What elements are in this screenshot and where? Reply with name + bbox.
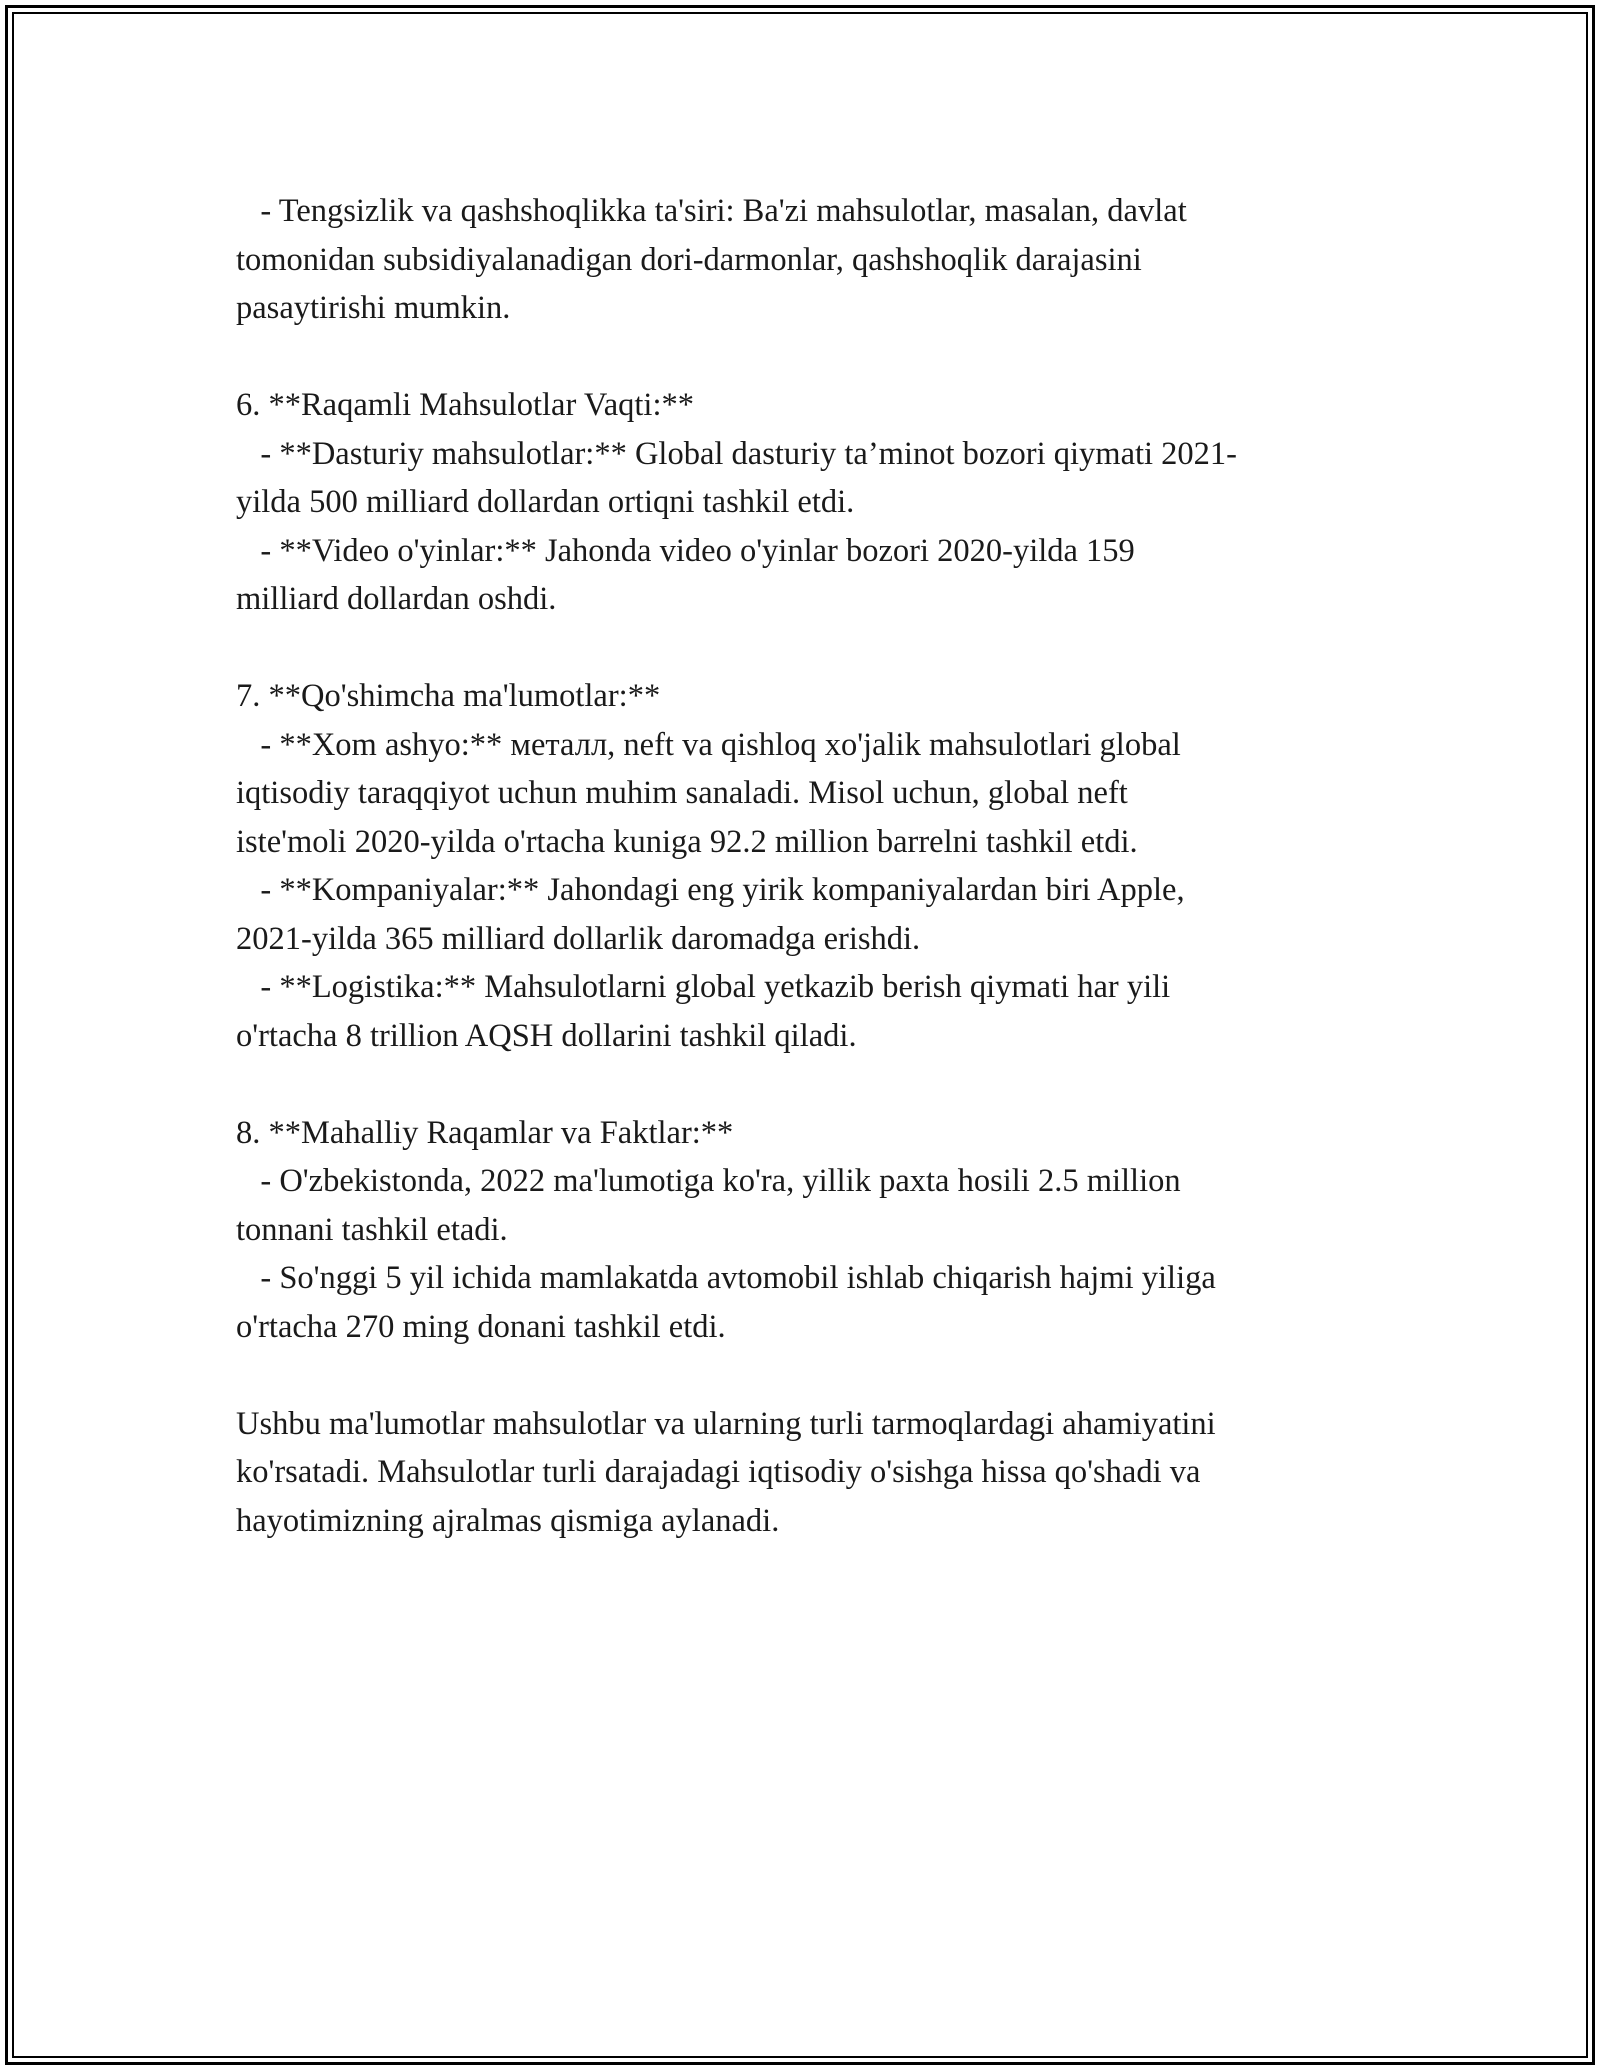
paragraph-spacer <box>236 333 1386 382</box>
text-line: - **Xom ashyo:** металл, neft va qishloq xo'jalik mahsulotlari global <box>236 726 1181 763</box>
text-line: - **Logistika:** Mahsulotlarni global yetkazib berish qiymati har yili <box>236 969 1171 1005</box>
document-body <box>236 187 1386 1545</box>
text-line: o'rtacha 8 trillion AQSH dollarini tashkil qiladi. <box>236 1017 857 1054</box>
text-line: - So'nggi 5 yil ichida mamlakatda avtomobil ishlab chiqarish hajmi yiliga <box>236 1260 1216 1296</box>
text-line: - **Dasturiy mahsulotlar:** Global dasturiy ta’minot bozori qiymati 2021- <box>236 435 1238 472</box>
section-heading: 7. **Qo'shimcha ma'lumotlar:** <box>236 678 661 714</box>
text-line: milliard dollardan oshdi. <box>236 581 557 617</box>
text-line: - Tengsizlik va qashshoqlikka ta'siri: Ba'zi mahsulotlar, masalan, davlat <box>236 193 1187 229</box>
text-line: - **Video o'yinlar:** Jahonda video o'yinlar bozori 2020-yilda 159 <box>236 532 1135 569</box>
text-line: o'rtacha 270 ming donani tashkil etdi. <box>236 1308 726 1345</box>
paragraph-spacer <box>236 1060 1386 1109</box>
text-line: - O'zbekistonda, 2022 ma'lumotiga ko'ra, yillik paxta hosili 2.5 million <box>236 1163 1181 1199</box>
conclusion-line: hayotimizning ajralmas qismiga aylanadi. <box>236 1502 780 1539</box>
text-line: yilda 500 milliard dollardan ortiqni tashkil etdi. <box>236 484 855 520</box>
text-line: 2021-yilda 365 milliard dollarlik daromadga erishdi. <box>236 920 921 957</box>
section-heading: 6. **Raqamli Mahsulotlar Vaqti:** <box>236 387 694 423</box>
conclusion-line: Ushbu ma'lumotlar mahsulotlar va ularning turli tarmoqlardagi ahamiyatini <box>236 1405 1216 1442</box>
paragraph-spacer <box>236 1351 1386 1400</box>
conclusion-line: ko'rsatadi. Mahsulotlar turli darajadagi iqtisodiy o'sishga hissa qo'shadi va <box>236 1454 1201 1490</box>
paragraph-spacer <box>236 624 1386 673</box>
text-line: iqtisodiy taraqqiyot uchun muhim sanaladi. Misol uchun, global neft <box>236 775 1128 811</box>
text-line: - **Kompaniyalar:** Jahondagi eng yirik kompaniyalardan biri Apple, <box>236 872 1185 908</box>
text-line: pasaytirishi mumkin. <box>236 290 511 326</box>
text-line: iste'moli 2020-yilda o'rtacha kuniga 92.2 million barrelni tashkil etdi. <box>236 823 1138 860</box>
section-heading: 8. **Mahalliy Raqamlar va Faktlar:** <box>236 1114 734 1151</box>
text-line: tonnani tashkil etadi. <box>236 1211 508 1248</box>
text-line: tomonidan subsidiyalanadigan dori-darmonlar, qashshoqlik darajasini <box>236 241 1142 278</box>
